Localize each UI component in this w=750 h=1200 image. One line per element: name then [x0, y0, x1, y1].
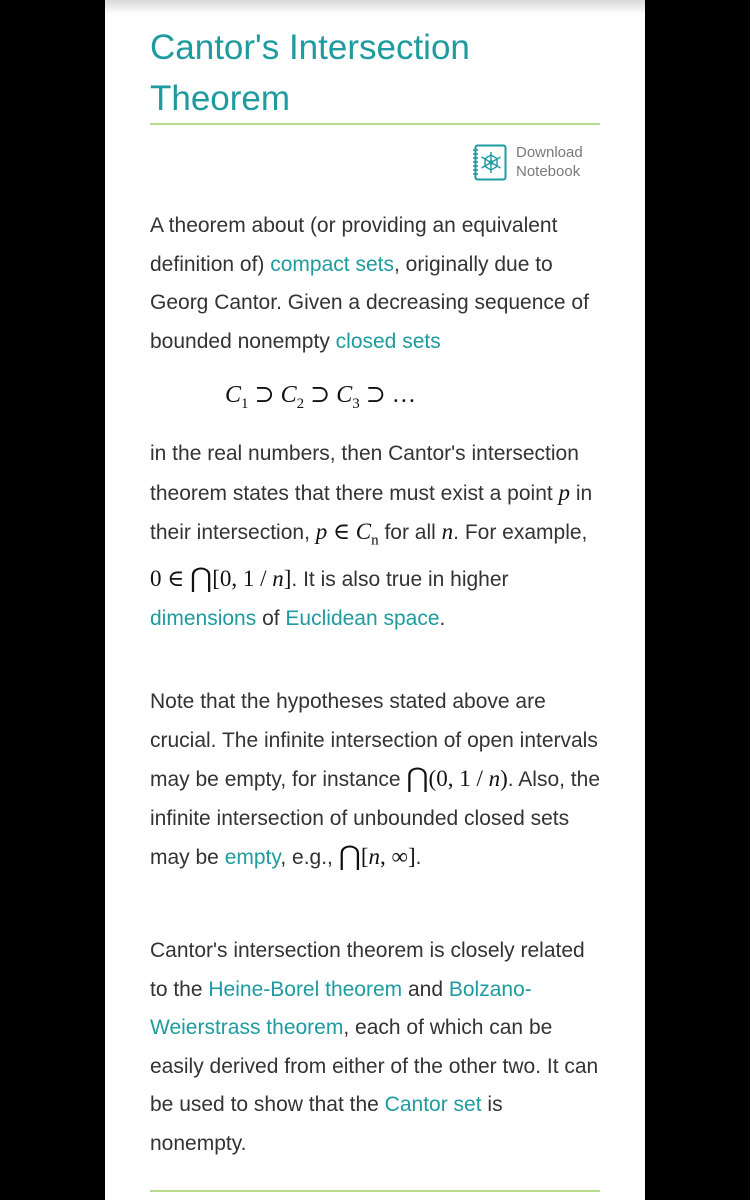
- text: . For example,: [453, 521, 588, 544]
- paragraph-intro: [150, 207, 600, 361]
- bottom-divider: [150, 1190, 600, 1192]
- text: .: [415, 846, 422, 869]
- text: for all: [378, 521, 442, 544]
- link-bolzano-weierstrass-theorem[interactable]: Bolzano-Weierstrass theorem: [150, 977, 532, 1039]
- download-label-line1: Download: [516, 144, 583, 161]
- article-page: [105, 0, 645, 1200]
- text: of: [256, 606, 286, 630]
- text: , originally due to Georg Cantor. Given a decreasing sequence of bounded nonempty: [150, 252, 589, 353]
- link-dimensions[interactable]: dimensions: [150, 606, 257, 630]
- text: A theorem about (or providing an equivalent definition of): [150, 214, 558, 276]
- text: .: [439, 606, 446, 630]
- link-empty[interactable]: empty: [224, 846, 281, 869]
- math-n: n: [441, 519, 454, 544]
- paragraph-statement: [150, 435, 600, 638]
- text: in their intersection,: [150, 481, 593, 544]
- top-shadow: [105, 0, 645, 14]
- notebook-icon: [473, 144, 507, 181]
- download-label-line2: Notebook: [516, 163, 581, 180]
- link-heine-borel-theorem[interactable]: Heine-Borel theorem: [208, 977, 403, 1001]
- link-compact-sets[interactable]: compact sets: [270, 252, 394, 276]
- math-p: p: [558, 479, 571, 505]
- page-title: Cantor's Intersection Theorem: [150, 28, 470, 118]
- math-example-intersection: 0 ∈ ⋂[0, 1 / n]: [150, 563, 292, 594]
- link-euclidean-space[interactable]: Euclidean space: [285, 606, 440, 630]
- paragraph-hypotheses: [150, 683, 600, 878]
- text: . Also, the infinite intersection of unbounded closed sets may be: [150, 768, 601, 869]
- link-cantor-set[interactable]: Cantor set: [384, 1093, 482, 1116]
- download-notebook-label: [516, 143, 583, 181]
- text: Cantor's intersection theorem is closely related to the: [150, 939, 585, 1001]
- paragraph-related: [150, 932, 600, 1163]
- text: . It is also true in higher: [291, 568, 509, 592]
- math-p-in-cn: p ∈ $C_n$: [315, 519, 379, 549]
- math-unbounded-intersection: ⋂[n, ∞]: [338, 841, 416, 871]
- text: Note that the hypotheses stated above are crucial. The infinite intersection of open intervals may be empty, for instance: [150, 690, 598, 791]
- text: and: [402, 977, 449, 1001]
- text: in the real numbers, then Cantor's intersection theorem states that there must exist a point: [150, 442, 579, 505]
- download-notebook-button[interactable]: [473, 143, 583, 181]
- text: , e.g.,: [280, 846, 339, 869]
- link-closed-sets[interactable]: closed sets: [335, 329, 441, 353]
- title-divider: [150, 123, 600, 125]
- text: is nonempty.: [150, 1093, 503, 1155]
- display-equation: $C_1$ ⊃ $C_2$ ⊃ $C_3$ ⊃ …: [225, 382, 416, 412]
- text: , each of which can be easily derived from either of the other two. It can be used to show that the: [150, 1016, 599, 1116]
- math-open-intersection: ⋂(0, 1 / n): [406, 763, 508, 793]
